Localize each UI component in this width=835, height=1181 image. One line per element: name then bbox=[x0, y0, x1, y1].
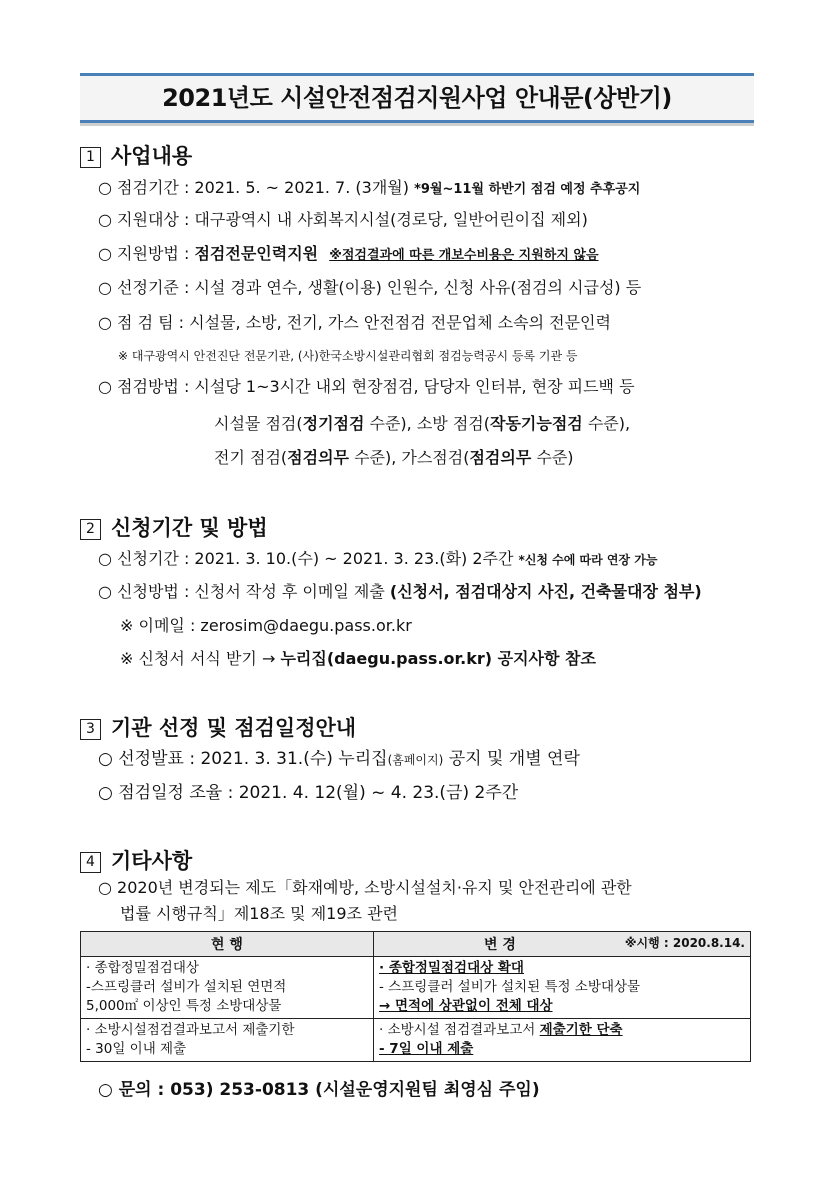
support-method-line bbox=[98, 244, 599, 266]
header-label: 현 행 bbox=[211, 937, 243, 953]
inspect-method-line: ○ 점검방법 : 시설당 1~3시간 내외 현장점검, 담당자 인터뷰, 현장 피드백 등 bbox=[98, 377, 635, 396]
cell-line: -스프링클러 설비가 설치된 연면적 bbox=[86, 979, 287, 995]
section-number: 3 bbox=[80, 719, 101, 740]
inspect-text: 전기 점검( bbox=[214, 448, 288, 467]
inspect-level: 정기점검 bbox=[302, 414, 365, 433]
table-header-row bbox=[81, 932, 751, 957]
cell-line: - 스프링클러 설비가 설치된 특정 소방대상물 bbox=[379, 979, 641, 995]
regulation-comparison-table bbox=[80, 931, 751, 1062]
section-number: 1 bbox=[80, 147, 101, 168]
change-column-header bbox=[374, 932, 751, 957]
schedule-line: ○ 점검일정 조율 : 2021. 4. 12(월) ~ 4. 23.(금) 2주간 bbox=[98, 783, 519, 803]
section-title: 신청기간 및 방법 bbox=[111, 516, 268, 540]
cell-line: · 종합정밀점검대상 bbox=[86, 960, 199, 976]
apply-method-line bbox=[98, 582, 702, 602]
apply-period-text: ○ 신청기간 : 2021. 3. 10.(수) ~ 2021. 3. 23.(화) 2주간 bbox=[98, 549, 514, 568]
apply-method-text: ○ 신청방법 : 신청서 작성 후 이메일 제출 bbox=[98, 582, 385, 601]
homepage-link[interactable]: 누리집(daegu.pass.or.kr) 공지사항 참조 bbox=[280, 649, 596, 668]
support-method-note: ※점검결과에 따른 개보수비용은 지원하지 않음 bbox=[329, 248, 599, 263]
form-download-line bbox=[120, 649, 596, 669]
apply-period-line bbox=[98, 549, 657, 570]
inspect-level: 점검의무 bbox=[287, 448, 349, 467]
support-method-label: ○ 지원방법 : bbox=[98, 244, 190, 263]
cell-line: · 종합정밀점검대상 확대 bbox=[379, 960, 524, 976]
announce-line bbox=[98, 749, 580, 770]
period-text: ○ 점검기간 : 2021. 5. ~ 2021. 7. (3개월) bbox=[98, 178, 409, 197]
section-4-heading bbox=[80, 845, 192, 875]
criteria-line: ○ 선정기준 : 시설 경과 연수, 생활(이용) 인원수, 신청 사유(점검의 시급성) 등 bbox=[98, 278, 642, 297]
section-title: 사업내용 bbox=[111, 144, 193, 168]
inspect-detail-2 bbox=[214, 445, 574, 468]
change-cell bbox=[374, 957, 751, 1019]
announce-text: 공지 및 개별 연락 bbox=[443, 749, 580, 769]
cell-text: · 소방시설 점검결과보고서 bbox=[379, 1022, 540, 1038]
team-line: ○ 점 검 팀 : 시설물, 소방, 전기, 가스 안전점검 전문업체 소속의 전문인력 bbox=[98, 313, 611, 332]
cell-line bbox=[379, 1021, 745, 1040]
inspect-level: 점검의무 bbox=[469, 448, 532, 467]
cell-emphasis: 제출기한 단축 bbox=[539, 1022, 623, 1038]
effective-date-note: ※시행 : 2020.8.14. bbox=[624, 936, 745, 950]
section-number: 2 bbox=[80, 519, 101, 540]
header-label: 변 경 bbox=[483, 937, 516, 953]
inspect-text: 시설물 점검( bbox=[214, 414, 303, 433]
inspect-text: 수준), 가스점검( bbox=[348, 448, 470, 467]
apply-period-note: *신청 수에 따라 연장 가능 bbox=[518, 553, 658, 567]
period-note: *9월~11월 하반기 점검 예정 추후공지 bbox=[414, 182, 641, 197]
document-title: 2021년도 시설안전점검지원사업 안내문(상반기) bbox=[80, 73, 754, 123]
cell-line: - 7일 이내 제출 bbox=[379, 1041, 474, 1057]
section-number: 4 bbox=[80, 852, 101, 873]
inspect-text: 수준) bbox=[531, 448, 574, 467]
inspect-level: 작동기능점검 bbox=[490, 414, 583, 433]
current-column-header bbox=[81, 932, 374, 957]
cell-line: 5,000㎡ 이상인 특정 소방대상물 bbox=[86, 998, 282, 1014]
inspect-text: 수준), bbox=[582, 414, 631, 433]
current-cell bbox=[81, 1019, 374, 1062]
period-line bbox=[98, 178, 640, 200]
change-cell bbox=[374, 1019, 751, 1062]
section-3-heading bbox=[80, 712, 356, 742]
cell-line: → 면적에 상관없이 전체 대상 bbox=[379, 998, 553, 1014]
section-2-heading bbox=[80, 512, 268, 542]
email-line: ※ 이메일 : zerosim@daegu.pass.or.kr bbox=[120, 616, 412, 635]
section-title: 기타사항 bbox=[111, 849, 193, 873]
apply-method-attachments: (신청서, 점검대상지 사진, 건축물대장 첨부) bbox=[389, 582, 702, 601]
cell-line: · 소방시설점검결과보고서 제출기한 bbox=[86, 1022, 295, 1038]
inspect-text: 수준), 소방 점검( bbox=[364, 414, 491, 433]
announce-text: ○ 선정발표 : 2021. 3. 31.(수) 누리집 bbox=[98, 749, 388, 769]
inspect-detail-1 bbox=[214, 411, 630, 434]
team-note: ※ 대구광역시 안전진단 전문기관, (사)한국소방시설관리협회 점검능력공시 등록 기관 등 bbox=[118, 349, 578, 363]
table-row bbox=[81, 957, 751, 1019]
contact-line: ○ 문의 : 053) 253-0813 (시설운영지원팀 최영심 주임) bbox=[98, 1080, 540, 1100]
form-download-text: ※ 신청서 서식 받기 → bbox=[120, 649, 276, 668]
etc-line-2: 법률 시행규칙」제18조 및 제19조 관련 bbox=[120, 904, 398, 923]
section-1-heading bbox=[80, 140, 192, 170]
table-row bbox=[81, 1019, 751, 1062]
announce-note: (홈페이지) bbox=[387, 753, 444, 767]
etc-line-1: ○ 2020년 변경되는 제도「화재예방, 소방시설설치·유지 및 안전관리에 관한 bbox=[98, 878, 632, 897]
target-line: ○ 지원대상 : 대구광역시 내 사회복지시설(경로당, 일반어린이집 제외) bbox=[98, 210, 588, 229]
support-method-value: 점검전문인력지원 bbox=[194, 244, 319, 263]
section-title: 기관 선정 및 점검일정안내 bbox=[111, 716, 357, 740]
current-cell bbox=[81, 957, 374, 1019]
cell-line: - 30일 이내 제출 bbox=[86, 1041, 187, 1057]
